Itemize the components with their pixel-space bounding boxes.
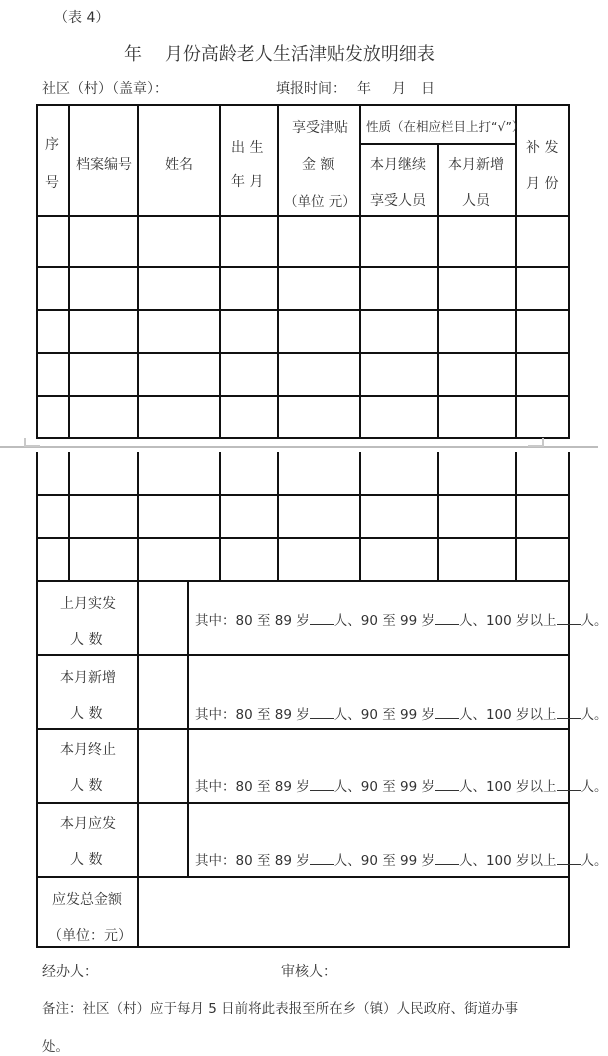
column-line <box>219 104 221 438</box>
row-line <box>36 580 570 582</box>
row-line <box>36 537 570 539</box>
column-line <box>137 104 139 438</box>
table-border <box>36 104 38 438</box>
row-line <box>36 494 570 496</box>
summary-label: 本月终止 <box>60 742 116 758</box>
header-seq: 号 <box>45 175 59 191</box>
column-line <box>277 104 279 438</box>
header-supplement: 月 份 <box>526 176 559 192</box>
page-title: 年 月份高龄老人生活津贴发放明细表 <box>124 44 435 65</box>
header-birth: 年 月 <box>231 174 264 190</box>
header-new: 人员 <box>462 193 490 209</box>
summary-label: 人 数 <box>70 852 103 868</box>
column-line <box>68 104 70 438</box>
row-line <box>36 215 570 217</box>
table-border <box>568 104 570 438</box>
table-number: （表 4） <box>54 10 110 26</box>
row-line <box>36 395 570 397</box>
note-text: 处。 <box>42 1039 69 1055</box>
row-line <box>36 352 570 354</box>
column-line <box>515 104 517 438</box>
summary-label: 人 数 <box>70 706 103 722</box>
summary-breakdown: 其中：80 至 89 岁 人、90 至 99 岁 人、100 岁以上 人。 <box>195 707 608 723</box>
summary-breakdown: 其中：80 至 89 岁 人、90 至 99 岁 人、100 岁以上 人。 <box>195 779 608 795</box>
row-line <box>36 876 570 878</box>
header-archive-number: 档案编号 <box>76 157 132 173</box>
fill-time-day: 日 <box>421 81 435 97</box>
summary-label: 人 数 <box>70 632 103 648</box>
header-amount-unit: （单位 元） <box>284 194 356 210</box>
summary-breakdown: 其中：80 至 89 岁 人、90 至 99 岁 人、100 岁以上 人。 <box>195 853 608 869</box>
header-amount: 金 额 <box>302 157 335 173</box>
row-line <box>36 802 570 804</box>
header-nature: 性质（在相应栏目上打“√”） <box>366 119 525 134</box>
summary-breakdown: 其中：80 至 89 岁 人、90 至 99 岁 人、100 岁以上 人。 <box>195 613 608 629</box>
column-line <box>277 452 279 580</box>
header-birth: 出 生 <box>231 140 264 156</box>
row-line <box>36 309 570 311</box>
table-border <box>36 452 38 948</box>
column-line <box>515 452 517 580</box>
row-line <box>36 728 570 730</box>
page-corner-mark <box>24 438 40 447</box>
handler-label: 经办人： <box>42 964 98 980</box>
column-line <box>137 452 139 948</box>
header-supplement: 补 发 <box>526 140 559 156</box>
table-border <box>568 452 570 948</box>
fill-time-year: 年 <box>357 81 371 97</box>
community-label: 社区（村）（盖章）： <box>42 81 168 97</box>
summary-label: 上月实发 <box>60 596 116 612</box>
summary-label: 本月新增 <box>60 670 116 686</box>
header-seq: 序 <box>45 137 59 153</box>
row-line <box>359 143 517 145</box>
page-break-line <box>0 446 598 448</box>
reviewer-label: 审核人： <box>281 964 337 980</box>
column-line <box>359 452 361 580</box>
column-line <box>359 104 361 438</box>
table-border <box>36 437 570 439</box>
summary-label: 人 数 <box>70 778 103 794</box>
column-line <box>68 452 70 580</box>
total-amount-label: 应发总金额 <box>52 892 122 908</box>
fill-time-month: 月 <box>392 81 406 97</box>
column-line <box>437 143 439 438</box>
table-border <box>36 104 570 106</box>
summary-label: 本月应发 <box>60 816 116 832</box>
header-continue: 本月继续 <box>370 157 426 173</box>
column-line <box>219 452 221 580</box>
header-name: 姓名 <box>165 157 193 173</box>
column-line <box>437 452 439 580</box>
header-amount: 享受津贴 <box>292 120 348 136</box>
fill-time-label: 填报时间： <box>276 81 346 97</box>
header-new: 本月新增 <box>448 157 504 173</box>
total-amount-unit: （单位：元） <box>48 928 132 944</box>
page-corner-mark <box>528 438 544 447</box>
note-text: 备注：社区（村）应于每月 5 日前将此表报至所在乡（镇）人民政府、街道办事 <box>42 1001 519 1017</box>
row-line <box>36 266 570 268</box>
header-continue: 享受人员 <box>370 193 426 209</box>
table-border <box>36 946 570 948</box>
row-line <box>36 654 570 656</box>
